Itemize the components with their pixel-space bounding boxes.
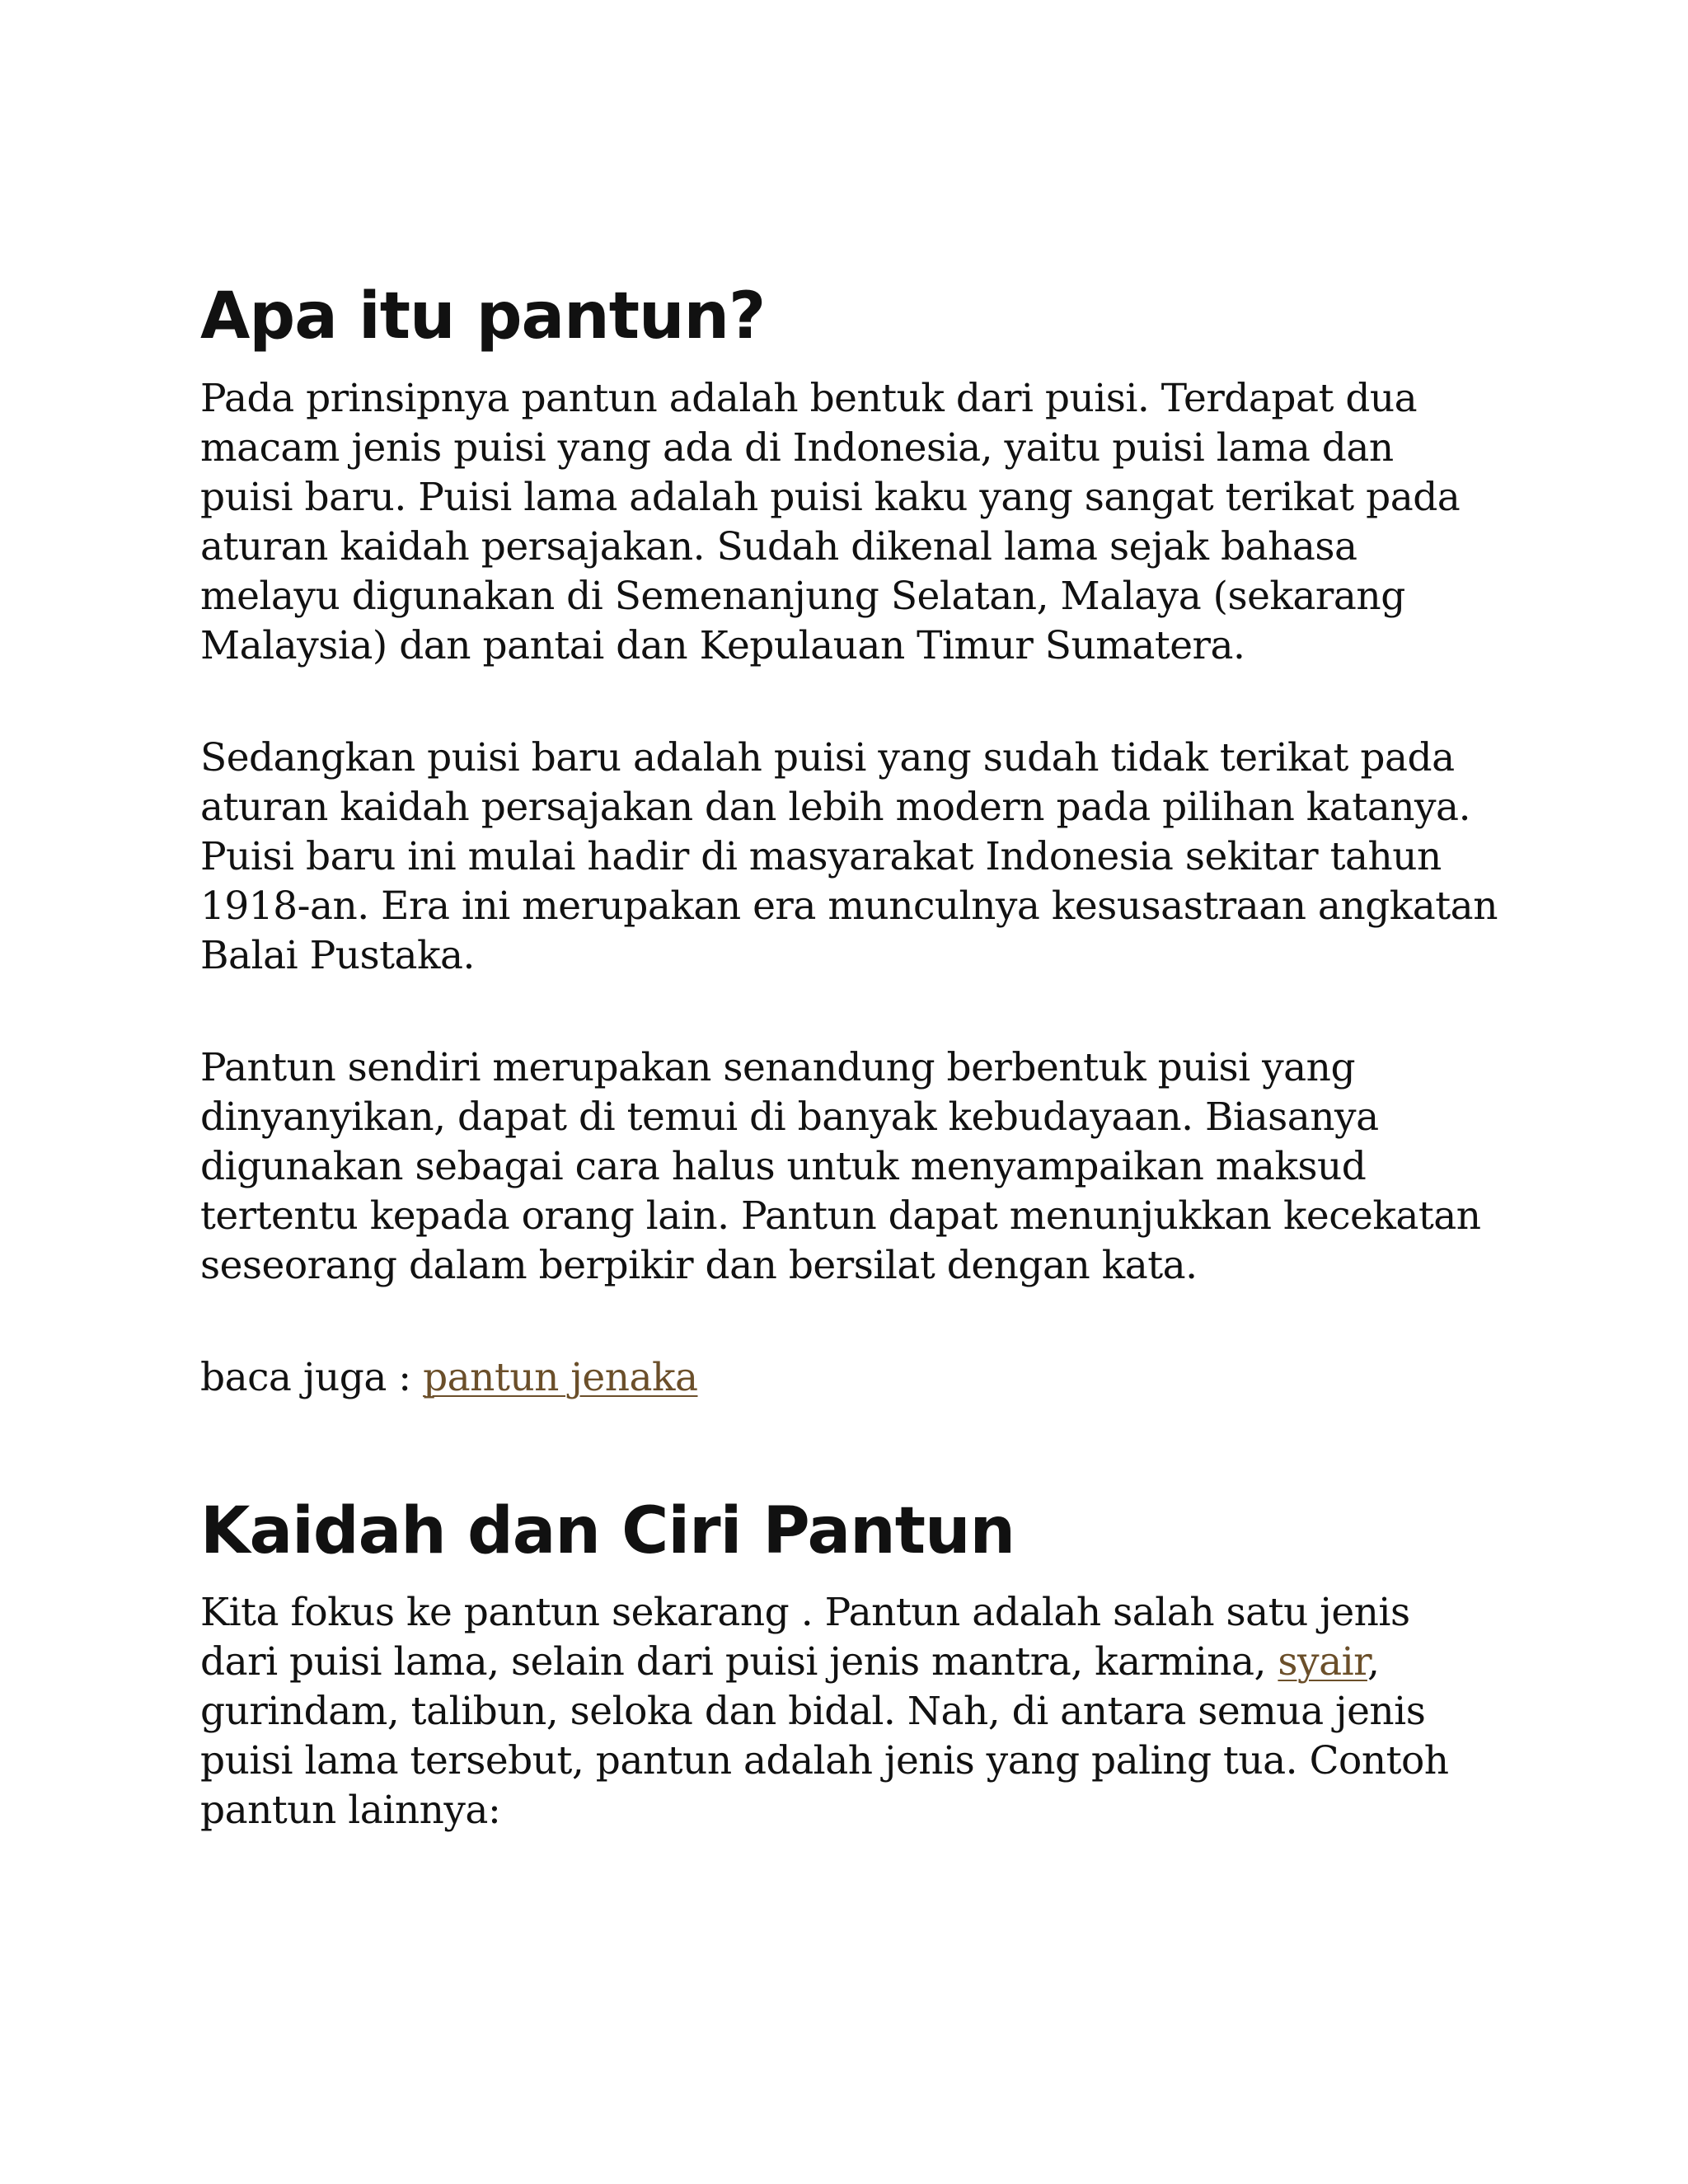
text-line: 1918-an. Era ini merupakan era munculnya kesusastraan angkatan <box>200 883 1498 929</box>
heading-apa-itu-pantun: Apa itu pantun? <box>200 279 766 354</box>
see-also-prefix: baca juga : <box>200 1354 424 1400</box>
text-segment: , <box>1367 1639 1380 1685</box>
text-line: dinyanyikan, dapat di temui di banyak kebudayaan. Biasanya <box>200 1094 1379 1140</box>
text-line: pantun lainnya: <box>200 1788 501 1834</box>
heading-kaidah-dan-ciri-pantun: Kaidah dan Ciri Pantun <box>200 1493 1015 1568</box>
text-line: seseorang dalam berpikir dan bersilat dengan kata. <box>200 1242 1198 1288</box>
text-line: gurindam, talibun, seloka dan bidal. Nah, di antara semua jenis <box>200 1689 1426 1735</box>
link-syair[interactable]: syair <box>1278 1639 1367 1685</box>
text-line: digunakan sebagai cara halus untuk menyampaikan maksud <box>200 1143 1367 1189</box>
text-line: Pantun sendiri merupakan senandung berbentuk puisi yang <box>200 1044 1356 1090</box>
text-segment: dari puisi lama, selain dari puisi jenis mantra, karmina, <box>200 1639 1278 1685</box>
text-line: Kita fokus ke pantun sekarang . Pantun adalah salah satu jenis <box>200 1590 1410 1636</box>
paragraph-kaidah-pantun <box>200 1588 1503 1835</box>
text-line: Malaysia) dan pantai dan Kepulauan Timur Sumatera. <box>200 622 1245 668</box>
text-line: aturan kaidah persajakan dan lebih modern pada pilihan katanya. <box>200 784 1471 830</box>
see-also-line <box>200 1353 1503 1403</box>
text-line: Puisi baru ini mulai hadir di masyarakat Indonesia sekitar tahun <box>200 833 1442 879</box>
text-line <box>200 1638 1503 1687</box>
text-line: aturan kaidah persajakan. Sudah dikenal lama sejak bahasa <box>200 523 1357 569</box>
text-line: Sedangkan puisi baru adalah puisi yang sudah tidak terikat pada <box>200 734 1455 780</box>
paragraph-pantun-sendiri <box>200 1043 1503 1291</box>
text-line: macam jenis puisi yang ada di Indonesia, yaitu puisi lama dan <box>200 424 1394 471</box>
paragraph-definisi-puisi <box>200 374 1503 671</box>
text-line: tertentu kepada orang lain. Pantun dapat menunjukkan kecekatan <box>200 1193 1481 1239</box>
text-line: melayu digunakan di Semenanjung Selatan, Malaya (sekarang <box>200 573 1405 619</box>
document-page <box>200 280 1503 1898</box>
text-line: Pada prinsipnya pantun adalah bentuk dari puisi. Terdapat dua <box>200 375 1418 421</box>
link-pantun-jenaka[interactable]: pantun jenaka <box>423 1354 698 1400</box>
text-line: puisi baru. Puisi lama adalah puisi kaku yang sangat terikat pada <box>200 474 1461 520</box>
paragraph-puisi-baru <box>200 733 1503 981</box>
text-line: puisi lama tersebut, pantun adalah jenis yang paling tua. Contoh <box>200 1738 1449 1784</box>
text-line: Balai Pustaka. <box>200 932 475 978</box>
